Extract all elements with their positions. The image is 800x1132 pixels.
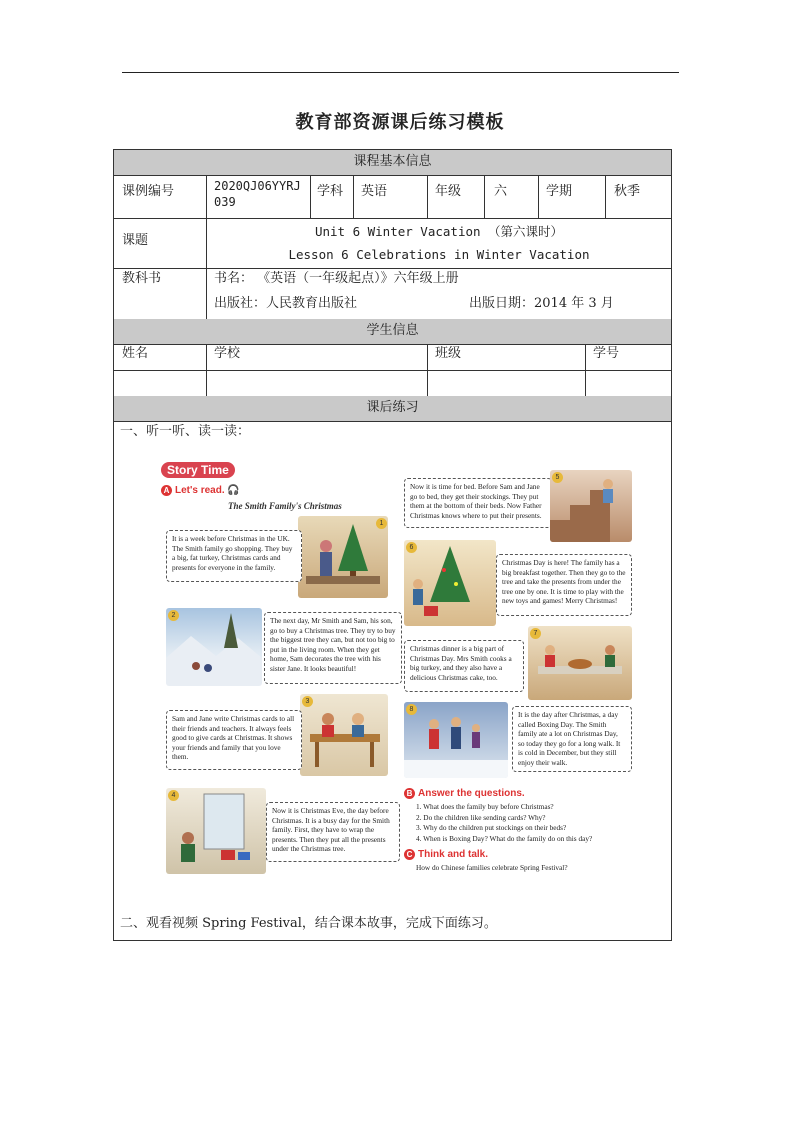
panel-6-illustration bbox=[404, 540, 496, 626]
name-label: 姓名 bbox=[122, 346, 149, 361]
panel-3-number: 3 bbox=[302, 696, 313, 707]
term-value: 秋季 bbox=[614, 184, 641, 199]
panel-2-number: 2 bbox=[168, 610, 179, 621]
winter-walk-icon bbox=[404, 702, 508, 778]
panel-1-illustration bbox=[298, 516, 388, 598]
student-number-label: 学号 bbox=[593, 346, 620, 361]
panel-2-illustration bbox=[166, 608, 262, 686]
bedroom-stairs-icon bbox=[550, 470, 632, 542]
textbook-label: 教科书 bbox=[122, 271, 162, 286]
course-id-label: 课例编号 bbox=[122, 184, 175, 199]
panel-7-illustration bbox=[528, 626, 632, 700]
publisher: 出版社：人民教育出版社 bbox=[214, 296, 358, 311]
question-3: 3. Why do the children put stockings on their beds? bbox=[416, 823, 567, 832]
story-time-badge: Story Time bbox=[161, 462, 235, 478]
panel-1-number: 1 bbox=[376, 518, 387, 529]
homework-header: 课后练习 bbox=[114, 396, 671, 421]
section-a-heading bbox=[161, 485, 240, 496]
exercise-1-heading: 一、听一听、读一读： bbox=[120, 424, 251, 439]
class-label: 班级 bbox=[435, 346, 462, 361]
panel-8-illustration bbox=[404, 702, 508, 778]
topic-line-2: Lesson 6 Celebrations in Winter Vacation bbox=[288, 247, 590, 262]
book-name: 书名： 《英语（一年级起点）》六年级上册 bbox=[214, 271, 459, 286]
section-a-label: Let's read. bbox=[175, 485, 225, 497]
section-a-marker: A bbox=[161, 485, 172, 496]
panel-5-number: 5 bbox=[552, 472, 563, 483]
snowy-mountain-icon bbox=[166, 608, 262, 686]
panel-7-number: 7 bbox=[530, 628, 541, 639]
class-field[interactable] bbox=[428, 371, 584, 395]
grade-value: 六 bbox=[494, 184, 508, 199]
panel-7-text: Christmas dinner is a big part of Christmas Day. Mrs Smith cooks a big turkey, and they also have a delicious Christmas cake, too. bbox=[404, 640, 524, 692]
panel-8-text: It is the day after Christmas, a day called Boxing Day. The Smith family ate a lot on Christmas Day, so today they go for a long walk. It is cold in December, but they still enjoy their walk. bbox=[512, 706, 632, 772]
name-field[interactable] bbox=[115, 371, 205, 395]
term-label: 学期 bbox=[546, 184, 573, 199]
course-info-header: 课程基本信息 bbox=[114, 150, 671, 175]
wrapping-presents-icon bbox=[166, 788, 266, 874]
christmas-dinner-icon bbox=[528, 626, 632, 700]
question-2: 2. Do the children like sending cards? Why? bbox=[416, 812, 546, 822]
grade-label: 年级 bbox=[435, 184, 462, 199]
question-4: 4. When is Boxing Day? What do the family do on this day? bbox=[416, 833, 593, 843]
panel-3-text: Sam and Jane write Christmas cards to all their friends and teachers. It always feels good to give cards at Christmas. It shows your friends and family that you love them. bbox=[166, 710, 302, 770]
panel-1-text: It is a week before Christmas in the UK. The Smith family go shopping. They buy a big, fat turkey, Christmas cards and presents for everyone in the family. bbox=[166, 530, 302, 582]
section-c-marker: C bbox=[404, 849, 415, 860]
panel-6-text: Christmas Day is here! The family has a big breakfast together. Then they go to the tree and take the presents from under the tree one by one. It is time to play with the new toys and games! Merry Christmas! bbox=[496, 554, 632, 616]
exercise-2-heading: 二、观看视频 Spring Festival，结合课本故事，完成下面练习。 bbox=[120, 916, 497, 931]
panel-3-illustration bbox=[300, 694, 388, 776]
panel-5-text: Now it is time for bed. Before Sam and Jane go to bed, they get their stockings. They put them at the bottom of their beds. Now Father Christmas knows where to put their presents. bbox=[404, 478, 552, 528]
student-number-field[interactable] bbox=[586, 371, 670, 395]
section-b-marker: B bbox=[404, 788, 415, 799]
panel-4-illustration bbox=[166, 788, 266, 874]
christmas-morning-icon bbox=[404, 540, 496, 626]
subject-value: 英语 bbox=[361, 184, 388, 199]
panel-2-text: The next day, Mr Smith and Sam, his son, go to buy a Christmas tree. They try to buy the biggest tree they can, but not too big to put in the living room. When they get home, Sam decorates the tree with his sister Jane. It looks beautiful! bbox=[264, 612, 402, 684]
course-id-value: 2020QJ06YYRJ 039 bbox=[214, 179, 301, 209]
header-rule bbox=[122, 72, 679, 73]
panel-4-text: Now it is Christmas Eve, the day before Christmas. It is a busy day for the Smith family. First, they have to wrap the presents. Then they put all the presents under the Christmas tree. bbox=[266, 802, 400, 862]
section-c-label: Think and talk. bbox=[418, 849, 489, 861]
headphones-icon: 🎧 bbox=[227, 485, 240, 497]
subject-label: 学科 bbox=[317, 184, 344, 199]
story-title: The Smith Family's Christmas bbox=[228, 501, 342, 511]
think-question: How do Chinese families celebrate Spring Festival? bbox=[416, 863, 568, 872]
page-title: 教育部资源课后练习模板 bbox=[295, 112, 505, 133]
writing-cards-icon bbox=[300, 694, 388, 776]
questions-list bbox=[416, 802, 632, 844]
panel-5-illustration bbox=[550, 470, 632, 542]
section-b-label: Answer the questions. bbox=[418, 788, 525, 800]
question-1: 1. What does the family buy before Christmas? bbox=[416, 802, 554, 811]
panel-6-number: 6 bbox=[406, 542, 417, 553]
student-info-header: 学生信息 bbox=[114, 319, 671, 344]
publication-date: 出版日期：2014 年 3 月 bbox=[469, 296, 614, 311]
topic-label: 课题 bbox=[122, 233, 149, 248]
panel-8-number: 8 bbox=[406, 704, 417, 715]
school-label: 学校 bbox=[214, 346, 241, 361]
section-c-heading bbox=[404, 849, 488, 860]
panel-4-number: 4 bbox=[168, 790, 179, 801]
story-time-page bbox=[158, 458, 638, 878]
christmas-tree-icon bbox=[298, 516, 388, 598]
topic-line-1: Unit 6 Winter Vacation （第六课时） bbox=[314, 224, 564, 239]
section-b-heading bbox=[404, 788, 525, 799]
school-field[interactable] bbox=[207, 371, 426, 395]
